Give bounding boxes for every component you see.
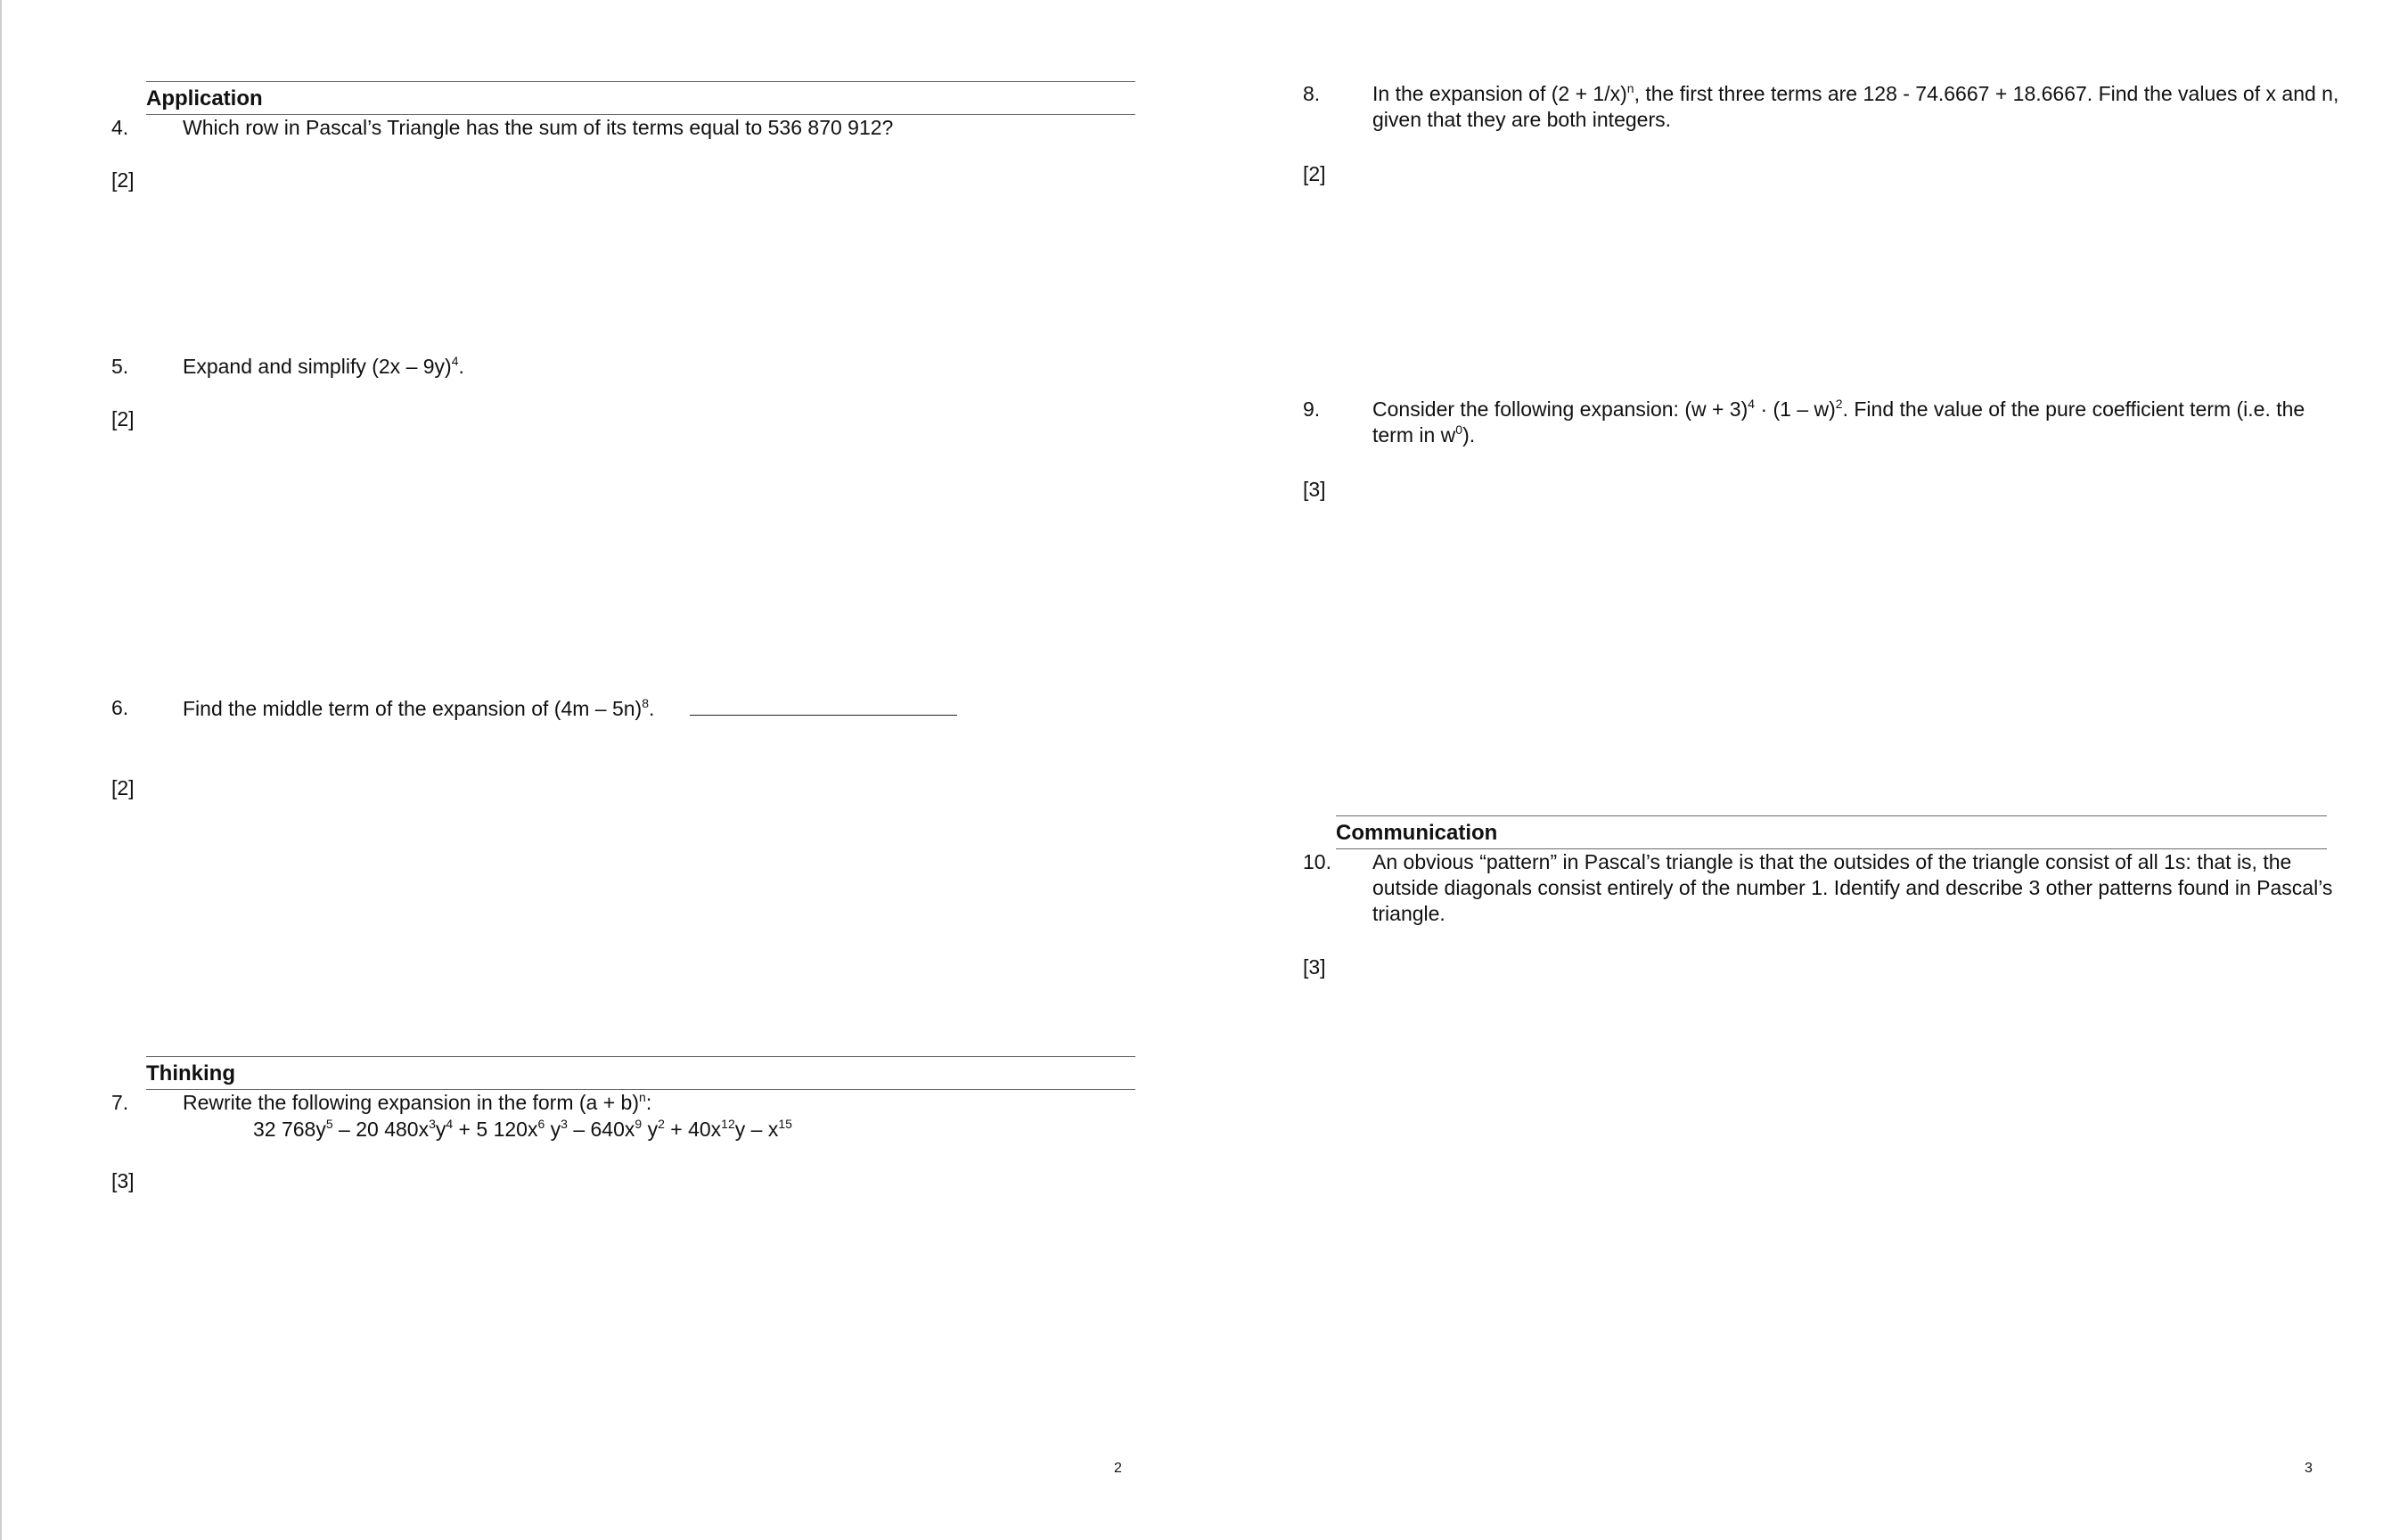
question-9-text-main: term in w [1372,423,1456,446]
question-7-expansion [253,1117,792,1143]
section-thinking [146,1056,1135,1090]
expansion-exponent: 2 [658,1117,665,1131]
question-number-9: 9. [1303,397,1321,421]
question-5-text-end: . [458,355,464,378]
expansion-term: 32 768y [253,1118,326,1141]
question-number-5: 5. [111,355,129,378]
question-10-text-line3: triangle. [1372,902,1445,925]
question-7-text [183,1090,651,1116]
question-7-exponent: n [639,1090,646,1104]
question-9-exponent: 2 [1835,397,1843,411]
question-9-exponent: 0 [1455,422,1463,437]
expansion-term: y [435,1118,446,1141]
question-8-text-line2: given that they are both integers. [1372,108,1671,131]
question-6-text [183,695,957,722]
question-9-text-line2 [1372,422,1475,448]
question-4-marks: [2] [111,168,135,192]
question-6-text-end: . [649,697,655,720]
question-10-text-line1: An obvious “pattern” in Pascal’s triangle is that the outsides of the triangle consist of all 1s: that is, the [1372,850,2292,873]
question-5-marks: [2] [111,407,135,430]
question-8-text-rest: , the first three terms are 128 - 74.6667 + 18.6667. Find the values of x and n, [1634,82,2339,105]
section-application [146,81,1135,115]
expansion-exponent: 15 [778,1117,792,1131]
question-number-6: 6. [111,696,129,719]
question-10-marks: [3] [1303,955,1326,979]
question-8-marks: [2] [1303,162,1326,185]
page-number: 2 [1114,1461,1122,1476]
expansion-exponent: 3 [561,1117,568,1131]
question-9-text-line1 [1372,397,2305,422]
question-8-exponent: n [1626,81,1634,95]
question-5-text-main: Expand and simplify (2x – 9y) [183,355,452,378]
section-title-thinking: Thinking [146,1057,1135,1090]
question-4-text: Which row in Pascal’s Triangle has the sum of its terms equal to 536 870 912? [183,116,894,139]
question-8-text-line1 [1372,81,2338,107]
question-number-8: 8. [1303,82,1321,105]
expansion-term: y [642,1118,659,1141]
question-9-text-main: Consider the following expansion: (w + 3) [1372,397,1748,421]
expansion-exponent: 9 [635,1117,643,1131]
page-2 [0,0,1191,1540]
question-5-exponent: 4 [451,354,459,368]
question-8-text-main: In the expansion of (2 + 1/x) [1372,82,1627,105]
expansion-term: + 5 120x [453,1118,538,1141]
expansion-exponent: 3 [429,1117,436,1131]
question-number-7: 7. [111,1091,129,1114]
expansion-exponent: 12 [721,1117,735,1131]
expansion-term: – 640x [567,1118,635,1141]
section-title-application: Application [146,82,1135,115]
section-title-communication: Communication [1336,816,2327,849]
question-9-marks: [3] [1303,478,1326,501]
question-9-text-mid: · (1 – w) [1755,397,1836,421]
question-10-text-line2: outside diagonals consist entirely of the number 1. Identify and describe 3 other patterns found in Pascal’s [1372,876,2333,899]
question-6-text-main: Find the middle term of the expansion of (4m – 5n) [183,697,643,720]
question-number-10: 10. [1303,850,1331,873]
expansion-term: y [545,1118,561,1141]
question-6-exponent: 8 [642,696,650,710]
expansion-term: y – x [734,1118,779,1141]
question-number-4: 4. [111,116,129,139]
question-9-text-rest: . Find the value of the pure coefficient term (i.e. the [1842,397,2305,421]
question-6-marks: [2] [111,776,135,799]
question-7-text-main: Rewrite the following expansion in the form (a + b) [183,1091,640,1114]
expansion-exponent: 6 [537,1117,545,1131]
expansion-term: + 40x [664,1118,722,1141]
page-number: 3 [2305,1461,2313,1476]
answer-blank-line[interactable] [690,695,957,716]
expansion-exponent: 5 [325,1117,333,1131]
expansion-term: – 20 480x [332,1118,430,1141]
page-3 [1191,0,2383,1540]
question-9-exponent: 4 [1748,397,1756,411]
question-7-marks: [3] [111,1169,135,1192]
expansion-exponent: 4 [446,1117,454,1131]
question-5-text [183,354,464,380]
question-7-text-end: : [645,1091,652,1114]
section-communication [1336,815,2327,849]
question-9-text-end: ). [1462,423,1476,446]
